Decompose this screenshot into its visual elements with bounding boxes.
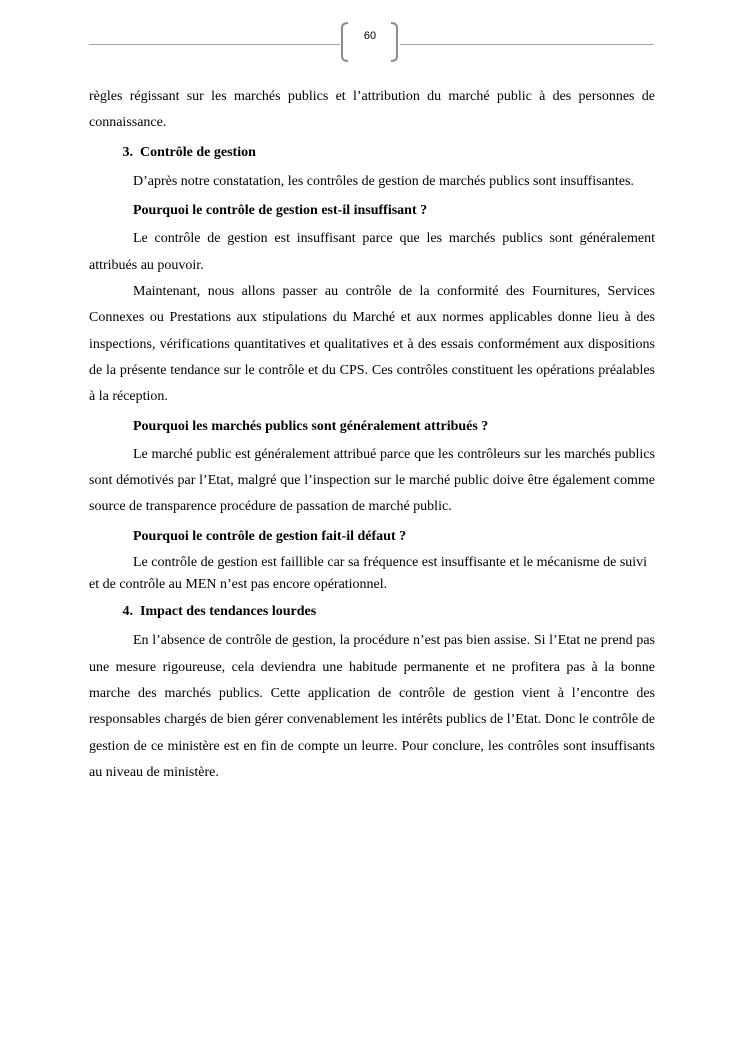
paragraph-answer-insuffisant: Le contrôle de gestion est insuffisant parce que les marchés publics sont généralement attribués au pouvoir. — [89, 231, 655, 273]
document-body — [89, 84, 655, 786]
page-number: 60 — [363, 30, 377, 42]
header-rule-left — [89, 44, 340, 45]
section-number: 4. — [122, 604, 133, 620]
paragraph-continuation: règles régissant sur les marchés publics et l’attribution du marché public à des personnes de connaissance. — [89, 89, 655, 131]
question-heading-insuffisant: Pourquoi le contrôle de gestion est-il insuffisant ? — [133, 203, 428, 219]
left-bracket-icon — [340, 22, 350, 62]
paragraph-answer-defaut: Le contrôle de gestion est faillible car sa fréquence est insuffisante et le mécanisme de suivi et de contrôle au MEN n’est pas encore opérationnel. — [89, 555, 648, 593]
paragraph-answer-attribues: Le marché public est généralement attribué parce que les contrôleurs sur les marchés publics sont démotivés par l’Etat, malgré que l’inspection sur le marché public doive être également comme source de transparence procédure de passation de marché public. — [89, 446, 655, 515]
section-title: Contrôle de gestion — [140, 144, 256, 160]
paragraph-conformite: Maintenant, nous allons passer au contrôle de la conformité des Fournitures, Services Connexes ou Prestations aux stipulations du Marché et aux normes applicables donne lieu à des inspections, vérifications quantitatives et qualitatives et à des essais conformément aux dispositions de la présente tendance sur le contrôle et du CPS. Ces contrôles constituent les opérations préalables à la réception. — [89, 284, 655, 405]
paragraph-constatation: D’après notre constatation, les contrôles de gestion de marchés publics sont insuffisantes. — [133, 173, 634, 189]
right-bracket-icon — [389, 22, 399, 62]
section-heading-impact — [89, 599, 655, 625]
section-title: Impact des tendances lourdes — [140, 604, 317, 620]
section-number: 3. — [122, 144, 133, 160]
paragraph-impact: En l’absence de contrôle de gestion, la procédure n’est pas bien assise. Si l’Etat ne prend pas une mesure rigoureuse, cela deviendra une habitude permanente et ne profitera pas à la bonne marche des marchés publics. Cette application de contrôle de gestion vient à l’encontre des responsables chargés de bien gérer convenablement les intérêts publics de l’Etat. Donc le contrôle de gestion de ce ministère est en fin de compte un leurre. Pour conclure, les contrôles sont insuffisants au niveau de ministère. — [89, 633, 655, 780]
header-rule-right — [400, 44, 654, 45]
section-heading-controle-de-gestion — [89, 140, 655, 166]
question-heading-attribues: Pourquoi les marchés publics sont généralement attribués ? — [133, 418, 489, 434]
page-header — [0, 0, 745, 70]
question-heading-defaut: Pourquoi le contrôle de gestion fait-il défaut ? — [133, 528, 407, 544]
